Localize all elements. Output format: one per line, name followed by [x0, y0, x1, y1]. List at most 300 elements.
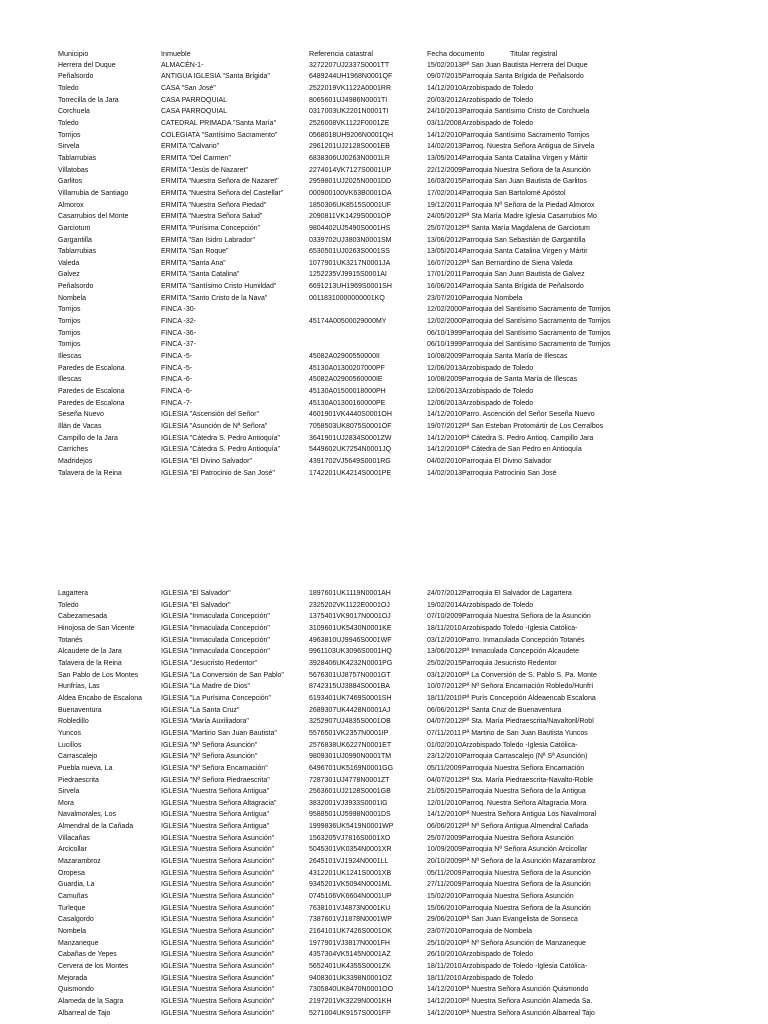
titular-cell: Pª La Conversión de S. Pablo S. Pa. Monte [462, 671, 597, 679]
table-row [58, 363, 768, 375]
table-row [58, 421, 768, 433]
titular-cell: Arzobispado de Toledo [462, 951, 534, 959]
municipio-cell: Puebla nueva, La [58, 764, 113, 772]
table-row [58, 281, 768, 293]
titular-cell: Parroquia Jesucristo Redentor [462, 659, 557, 667]
fecha-cell: 03/12/2010 [427, 671, 462, 679]
inmueble-cell: ERMITA "Purísima Concepción" [161, 224, 260, 232]
table-row [58, 83, 768, 95]
municipio-cell: Mejorada [58, 974, 88, 982]
titular-cell: Parroquia Nª Señora Asunción Arcicollar [462, 846, 588, 854]
fecha-cell: 25/10/2010 [427, 939, 462, 947]
titular-cell: Arzobispado Toledo -Iglesia Católica- [462, 741, 578, 749]
municipio-cell: Hunfrías, Las [58, 683, 100, 691]
inmueble-cell: IGLESIA "Nuestra Señora Asunción" [161, 881, 275, 889]
fecha-cell: 12/06/2013 [427, 364, 462, 372]
municipio-cell: Mora [58, 799, 74, 807]
fecha-cell: 03/12/2010 [427, 636, 462, 644]
municipio-cell: Alameda de la Sagra [58, 997, 124, 1005]
titular-cell: Arzobispado de Toledo [462, 119, 534, 127]
referencia-cell: 3928406UK4232N0001PG [309, 659, 393, 667]
referencia-cell: 1375401VK9017N0001OJ [309, 613, 391, 621]
municipio-cell: Illán de Vacas [58, 423, 102, 430]
fecha-cell: 10/07/2012 [427, 683, 462, 691]
fecha-cell: 23/07/2010 [427, 294, 462, 302]
inmueble-cell: IGLESIA "Nuestra Señora Asunción" [161, 904, 275, 912]
municipio-cell: Garciotum [58, 224, 91, 232]
fecha-cell: 19/07/2012 [427, 423, 462, 430]
municipio-cell: Tablarrubias [58, 154, 97, 162]
titular-cell: Parroquia El Salvador de Lagartera [462, 590, 572, 597]
fecha-cell: 04/07/2012 [427, 718, 462, 726]
fecha-cell: 14/12/2010 [427, 811, 462, 819]
fecha-cell: 20/10/2009 [427, 858, 462, 866]
table-row [58, 1008, 758, 1020]
municipio-cell: Nombela [58, 294, 87, 302]
table-header-row [58, 48, 768, 60]
referencia-cell: 2274014VK7127S0001UP [309, 166, 392, 174]
municipio-cell: Toledo [58, 601, 79, 609]
table-row [58, 833, 758, 845]
table-row [58, 176, 768, 188]
titular-cell: Pª Nª Señora Asunción de Manzaneque [462, 939, 586, 947]
referencia-cell: 6838306UJ0263N0001LR [309, 154, 390, 162]
table-row [58, 328, 768, 340]
municipio-cell: Galvez [58, 271, 80, 279]
fecha-cell: 18/11/2010 [427, 974, 462, 982]
fecha-cell: 12/02/2000 [427, 318, 462, 326]
titular-cell: Parroquia San Sebastián de Gargantilla [462, 236, 586, 244]
fecha-cell: 24/05/2012 [427, 213, 462, 221]
referencia-cell: 9345201VK5094N0001ML [309, 881, 392, 889]
fecha-cell: 01/02/2010 [427, 741, 462, 749]
referencia-cell: 00118310000000001KQ [309, 294, 385, 302]
fecha-cell: 14/12/2010 [427, 411, 462, 419]
referencia-cell: 6530501UJ0263S0001SS [309, 248, 390, 256]
fecha-cell: 13/06/2012 [427, 236, 462, 244]
municipio-cell: Illescas [58, 353, 82, 361]
municipio-cell: Manzaneque [58, 939, 99, 947]
municipio-cell: Villacañas [58, 834, 90, 842]
municipio-cell: Quismondo [58, 986, 94, 994]
municipio-cell: Camuñas [58, 893, 88, 901]
inmueble-cell: CASA PARROQUIAL [161, 96, 228, 104]
inmueble-cell: IGLESIA "Nuestra Señora Asunción" [161, 846, 275, 854]
inmueble-cell: IGLESIA "El Salvador" [161, 590, 231, 597]
referencia-cell: 1977901VJ3817N0001FH [309, 939, 390, 947]
titular-cell: Arzobispado de Toledo [462, 399, 534, 407]
referencia-cell: 6496701UK5169N0001GG [309, 764, 394, 772]
titular-cell: Parroquia Nuestra Señora de la Asunción [462, 869, 591, 877]
table-row [58, 71, 768, 83]
titular-cell: Pª Cátedra S. Pedro Antioq. Campillo Jara [462, 434, 594, 442]
inmueble-cell: IGLESIA "El Patrocinio de San José" [161, 469, 275, 477]
referencia-cell: 5576501VK2357N0001IP [309, 729, 389, 737]
inmueble-cell: IGLESIA "Nuestra Señora Asunción" [161, 986, 275, 994]
inmueble-cell: ERMITA "Jesús de Nazaret" [161, 166, 248, 174]
fecha-cell: 21/05/2015 [427, 788, 462, 796]
inmueble-cell: IGLESIA "Nuestra Señora Altagracia" [161, 799, 277, 807]
municipio-cell: Torrijos [58, 329, 81, 337]
inmueble-cell: ERMITA "Nuestra Señora de Nazaret" [161, 178, 279, 186]
inmueble-cell: FINCA -32- [161, 318, 197, 326]
table-row [58, 456, 768, 468]
table-row [58, 798, 758, 810]
municipio-cell: Seseña Nuevo [58, 411, 104, 419]
titular-cell: Parroquia Nuestra Señora de la Asunción [462, 881, 591, 889]
table-row [58, 258, 768, 270]
municipio-cell: Buenaventura [58, 706, 102, 714]
fecha-cell: 12/06/2013 [427, 399, 462, 407]
fecha-cell: 13/06/2012 [427, 648, 462, 656]
referencia-cell: 2197201VK3229N0001KH [309, 997, 392, 1005]
table-row [58, 339, 768, 351]
table-row [58, 153, 768, 165]
table-row [58, 223, 768, 235]
inmueble-cell: ERMITA "Santísimo Cristo Humildad" [161, 283, 277, 291]
titular-cell: Parroquia del Santísimo Sacramento de Torrijos [462, 329, 611, 337]
inmueble-cell: FINCA -30- [161, 306, 197, 314]
table-row [58, 374, 768, 386]
inmueble-cell: IGLESIA "Nuestra Señora Asunción" [161, 939, 275, 947]
referencia-cell: 1563205VJ7816S0001XO [309, 834, 391, 842]
municipio-cell: Navalmorales, Los [58, 811, 116, 819]
municipio-cell: Carrascalejo [58, 753, 98, 761]
titular-cell: Parroquia del Santísimo Sacramento de Torrijos [462, 318, 611, 326]
fecha-cell: 14/12/2010 [427, 1009, 462, 1017]
inmueble-cell: IGLESIA "Nuestra Señora Asunción" [161, 893, 275, 901]
table-row [58, 961, 758, 973]
municipio-cell: Mazarambroz [58, 858, 101, 866]
inmueble-cell: CATEDRAL PRIMADA "Santa María" [161, 119, 277, 127]
titular-cell: Parroq. Nuestra Señora Antigua de Sirvela [462, 143, 595, 151]
table-row [58, 304, 768, 316]
municipio-cell: Garlitos [58, 178, 83, 186]
referencia-cell: 7287301UJ4778N0001ZT [309, 776, 390, 784]
fecha-cell: 05/11/2009 [427, 869, 462, 877]
inmueble-cell: IGLESIA "Nª Señora Encarnación" [161, 764, 268, 772]
titular-cell: Parroquia Carrascalejo (Nª Sª Asunción) [462, 753, 588, 761]
titular-cell: Parro. Inmaculada Concepción Totanés [462, 636, 585, 644]
table-row [58, 949, 758, 961]
titular-cell: Pª San Esteban Protomártir de Los Cerralbos [462, 423, 604, 430]
municipio-cell: Gargantilla [58, 236, 92, 244]
table-row [58, 786, 758, 798]
table-row [58, 444, 768, 456]
table-row [58, 681, 758, 693]
municipio-cell: Yuncos [58, 729, 81, 737]
referencia-cell: 2325202VK1122E0001OJ [309, 601, 390, 609]
inmueble-cell: FINCA -36- [161, 329, 197, 337]
referencia-cell: 1999836UK5419N0001WP [309, 823, 394, 831]
referencia-cell: 2526008VK1122F0001ZE [309, 119, 390, 127]
header-referencia: Referencia catastral [309, 49, 373, 58]
table-row [58, 433, 768, 445]
titular-cell: Arzobispado de Toledo [462, 974, 534, 982]
titular-cell: Parroquia del Santísimo Sacramento de Torrijos [462, 306, 611, 314]
referencia-cell: 8742315UJ3884S0001BA [309, 683, 390, 691]
fecha-cell: 25/07/2012 [427, 224, 462, 232]
municipio-cell: Hinojosa de San Vicente [58, 624, 135, 632]
referencia-cell: 45174A00500029000MY [309, 318, 387, 326]
table-row [58, 973, 758, 985]
inmueble-cell: IGLESIA "Ascensión del Señor" [161, 411, 259, 419]
municipio-cell: Almorox [58, 201, 84, 209]
titular-cell: Arzobispado de Toledo [462, 388, 534, 396]
table-row [58, 763, 758, 775]
fecha-cell: 10/08/2009 [427, 353, 462, 361]
titular-cell: Parroquia Nª Señora de la Piedad Almorox [462, 201, 595, 209]
titular-cell: Pª Sta María Madre Iglesia Casarrubios Mo [462, 213, 597, 221]
table-row [58, 693, 758, 705]
inmueble-cell: ERMITA "Nuestra Señora del Castellar" [161, 189, 284, 197]
inmueble-cell: ERMITA "Calvario" [161, 143, 220, 151]
table-row [58, 293, 768, 305]
table-row [58, 879, 758, 891]
titular-cell: Pª Nuestra Señora Asunción Alameda Sa. [462, 997, 593, 1005]
fecha-cell: 17/02/2014 [427, 189, 462, 197]
referencia-cell [309, 339, 427, 351]
titular-cell: Parroq. Nuestra Señora Altagracia Mora [462, 799, 587, 807]
referencia-cell: 8065601UJ4986N0001TI [309, 96, 388, 104]
table-row [58, 996, 758, 1008]
referencia-cell: 3252907UJ4835S0001OB [309, 718, 391, 726]
municipio-cell: Aldea Encabo de Escalona [58, 694, 143, 702]
titular-cell: Pª Sta. María Piedraescrita/Navaltoril/Robl [462, 718, 594, 726]
titular-cell: Pª Nª Señora Antigua Almendral Cañada [462, 823, 589, 831]
inmueble-cell: ERMITA "Santo Cristo de la Nava" [161, 294, 268, 302]
table-row [58, 141, 768, 153]
referencia-cell: 1742201UK4214S0001PE [309, 469, 392, 477]
referencia-cell: 3272207UJ2337S0001TT [309, 61, 390, 69]
referencia-cell: 3641901UJ2834S0001ZW [309, 434, 392, 442]
fecha-cell: 23/12/2010 [427, 753, 462, 761]
inmueble-cell: IGLESIA "Nuestra Señora Asunción" [161, 974, 275, 982]
inmueble-cell: IGLESIA "Nª Señora Piedraescrita" [161, 776, 270, 784]
inmueble-cell: IGLESIA "Nuestra Señora Asunción" [161, 997, 275, 1005]
fecha-cell: 18/11/2010 [427, 624, 462, 632]
table-row [58, 386, 768, 398]
municipio-cell: Villatobas [58, 166, 89, 174]
municipio-cell: Villarrubia de Santiago [58, 189, 129, 197]
fecha-cell: 07/10/2009 [427, 613, 462, 621]
inmueble-cell: IGLESIA "Nuestra Señora Antigua" [161, 823, 270, 831]
referencia-cell: 3109601UK5430N0001KE [309, 624, 392, 632]
table-row [58, 165, 768, 177]
inmueble-cell: IGLESIA "Nuestra Señora Antigua" [161, 788, 270, 796]
titular-cell: Parroquia Patrocinio San José [462, 469, 557, 477]
referencia-cell: 2689307UK4428N0001AJ [309, 706, 391, 714]
inmueble-cell: ERMITA "Santa Catalina" [161, 271, 240, 279]
municipio-cell: Tablarrubias [58, 248, 97, 256]
inmueble-cell: CASA "San José" [161, 84, 216, 92]
inmueble-cell: COLEGIATA "Santísimo Sacramento" [161, 131, 278, 139]
municipio-cell: Valeda [58, 259, 80, 267]
municipio-cell: Paredes de Escalona [58, 364, 125, 372]
fecha-cell: 06/10/1999 [427, 341, 462, 349]
titular-cell: Pª Nuestra Señora Antigua Los Navalmoral [462, 811, 597, 819]
table-row [58, 200, 768, 212]
referencia-cell [309, 304, 427, 316]
referencia-cell: 2959801UJ2025N0001DD [309, 178, 392, 186]
municipio-cell: Lagartera [58, 590, 88, 597]
table-row [58, 658, 758, 670]
table-row [58, 409, 768, 421]
fecha-cell: 18/11/2010 [427, 963, 462, 970]
fecha-cell: 14/12/2010 [427, 434, 462, 442]
municipio-cell: Toledo [58, 84, 79, 92]
municipio-cell: Herrera del Duque [58, 61, 116, 69]
inmueble-cell: IGLESIA "El Divino Salvador" [161, 457, 252, 465]
referencia-cell: 9408301UK3398N0001OZ [309, 974, 392, 982]
referencia-cell: 1850306UK8515S0001UF [309, 201, 392, 209]
table-row [58, 588, 758, 600]
titular-cell: Pª Nª Señora Encarnación Robledo/Hunfrí [462, 683, 594, 691]
titular-cell: Pª Nuestra Señora Asunción Albarreal Tajo [462, 1009, 595, 1017]
inmueble-cell: FINCA -6- [161, 388, 193, 396]
referencia-cell: 9588501UJ5998N0001DS [309, 811, 391, 819]
referencia-cell: 1252235VJ9915S0001AI [309, 271, 387, 279]
fecha-cell: 13/05/2014 [427, 248, 462, 256]
titular-cell: Parroquia Nuestra Señora de la Asunción [462, 613, 591, 621]
fecha-cell: 04/07/2012 [427, 776, 462, 784]
fecha-cell: 25/02/2015 [427, 659, 462, 667]
records-table-bottom [58, 588, 758, 1019]
municipio-cell: Talavera de la Reina [58, 659, 122, 667]
inmueble-cell: IGLESIA "Nuestra Señora Asunción" [161, 858, 275, 866]
inmueble-cell: ERMITA "San Roque" [161, 248, 229, 256]
table-row [58, 188, 768, 200]
titular-cell: Parroquia de Santa María de Illescas [462, 376, 578, 384]
header-municipio: Municipio [58, 49, 89, 58]
inmueble-cell: ERMITA "Nuestra Señora Piedad" [161, 201, 267, 209]
fecha-cell: 12/02/2000 [427, 306, 462, 314]
fecha-cell: 17/01/2011 [427, 271, 462, 279]
fecha-cell: 07/11/2011 [427, 729, 461, 737]
inmueble-cell: IGLESIA "Martirio San Juan Bautista" [161, 729, 277, 737]
inmueble-cell: IGLESIA "Inmaculada Concepción" [161, 624, 270, 632]
referencia-cell: 000900100VK63B0001OA [309, 189, 392, 197]
titular-cell: Pª Sta. María Piedraescrita-Navalto-Roble [462, 776, 593, 784]
referencia-cell: 6193401UK7469S0001SH [309, 694, 392, 702]
referencia-cell: 5652401UK4355S0001ZK [309, 963, 391, 970]
referencia-cell: 45130A01500018000PH [309, 388, 386, 396]
inmueble-cell: IGLESIA "La Purísima Concepción" [161, 694, 272, 702]
fecha-cell: 18/11/2010 [427, 694, 462, 702]
titular-cell: Arzobispado de Toledo [462, 601, 534, 609]
inmueble-cell: FINCA -7- [161, 399, 193, 407]
titular-cell: Parroquia Santa Brígida de Peñalsordo [462, 283, 584, 291]
inmueble-cell: IGLESIA "Cátedra S. Pedro Antioquía" [161, 434, 280, 442]
table-row [58, 705, 758, 717]
table-row [58, 235, 768, 247]
referencia-cell: 0317003UK2201N0001TI [309, 108, 389, 116]
fecha-cell: 06/06/2012 [427, 823, 462, 831]
titular-cell: Parroquia Nombela [462, 294, 523, 302]
inmueble-cell: ERMITA "Santa Ana" [161, 259, 226, 267]
titular-cell: Parroquia Santa Catalina Virgen y Mártir [462, 154, 588, 162]
municipio-cell: Paredes de Escalona [58, 399, 125, 407]
table-row [58, 316, 768, 328]
municipio-cell: Almendral de la Cañada [58, 823, 134, 831]
municipio-cell: Nombela [58, 928, 87, 936]
municipio-cell: Toledo [58, 119, 79, 127]
municipio-cell: Torrijos [58, 341, 81, 349]
municipio-cell: Torrecilla de la Jara [58, 96, 119, 104]
inmueble-cell: IGLESIA "Nuestra Señora Asunción" [161, 963, 275, 970]
table-row [58, 809, 758, 821]
inmueble-cell: IGLESIA "Nuestra Señora Asunción" [161, 916, 275, 924]
table-row [58, 891, 758, 903]
referencia-cell: 2563601UJ2128S0001GB [309, 788, 391, 796]
fecha-cell: 14/02/2013 [427, 143, 462, 151]
fecha-cell: 03/11/2008 [427, 119, 462, 127]
municipio-cell: Torrijos [58, 318, 81, 326]
referencia-cell: 5045301VK0354N0001XR [309, 846, 392, 854]
inmueble-cell: IGLESIA "María Auxiliadora" [161, 718, 249, 726]
titular-cell: Parroquia San Juan Bautista de Garlitos [462, 178, 587, 186]
inmueble-cell: CASA PARROQUIAL [161, 108, 228, 116]
header-inmueble: Inmueble [161, 49, 191, 58]
fecha-cell: 26/10/2010 [427, 951, 462, 959]
fecha-cell: 16/03/2015 [427, 178, 462, 186]
titular-cell: Parroquia San Juan Bautista de Galvez [462, 271, 585, 279]
titular-cell: Pª Santa María Magdalena de Garciotum [462, 224, 590, 232]
referencia-cell: 0339702UJ3803N0001SM [309, 236, 392, 244]
titular-cell: Pª Purís Concepción Aldeaencab Escalona [462, 694, 596, 702]
inmueble-cell: IGLESIA "Nª Señora Asunción" [161, 753, 258, 761]
referencia-cell: 5449602UK7254N0001JQ [309, 446, 392, 454]
table-row [58, 740, 758, 752]
titular-cell: Arzobispado Toledo -Iglesia Católica- [462, 624, 578, 632]
titular-cell: Parroquia Santa Brígida de Peñalsordo [462, 73, 584, 81]
inmueble-cell: FINCA -37- [161, 341, 197, 349]
table-row [58, 211, 768, 223]
municipio-cell: Oropesa [58, 869, 85, 877]
municipio-cell: Talavera de la Reina [58, 469, 122, 477]
inmueble-cell: IGLESIA "Jesucristo Redentor" [161, 659, 258, 667]
fecha-cell: 16/07/2012 [427, 259, 462, 267]
referencia-cell: 2522019VK1122A0001RR [309, 84, 391, 92]
municipio-cell: Lucillos [58, 741, 82, 749]
table-row [58, 646, 758, 658]
inmueble-cell: IGLESIA "Cátedra S. Pedro Antioquía" [161, 446, 280, 454]
inmueble-cell: ERMITA "Del Carmen" [161, 154, 231, 162]
fecha-cell: 12/06/2013 [427, 388, 462, 396]
table-row [58, 670, 758, 682]
inmueble-cell: IGLESIA "El Salvador" [161, 601, 231, 609]
titular-cell: Parroquia del Santísimo Sacramento de Torrijos [462, 341, 611, 349]
table-row [58, 984, 758, 996]
municipio-cell: Campillo de la Jara [58, 434, 118, 442]
municipio-cell: Peñalsordo [58, 73, 94, 81]
fecha-cell: 10/09/2009 [427, 846, 462, 854]
inmueble-cell: ERMITA "San Isidro Labrador" [161, 236, 255, 244]
municipio-cell: Illescas [58, 376, 82, 384]
table-row [58, 60, 768, 72]
inmueble-cell: IGLESIA "Nuestra Señora Asunción" [161, 834, 275, 842]
inmueble-cell: FINCA -5- [161, 364, 193, 372]
municipio-cell: Sirvela [58, 788, 80, 796]
table-row [58, 611, 758, 623]
referencia-cell: 6489244UH1968N0001QF [309, 73, 393, 81]
table-row [58, 95, 768, 107]
titular-cell: Parro. Ascención del Señor Seseña Nuevo [462, 411, 595, 419]
municipio-cell: Torrijos [58, 131, 81, 139]
inmueble-cell: IGLESIA "Nuestra Señora Asunción" [161, 869, 275, 877]
table-row [58, 856, 758, 868]
fecha-cell: 14/12/2010 [427, 131, 462, 139]
